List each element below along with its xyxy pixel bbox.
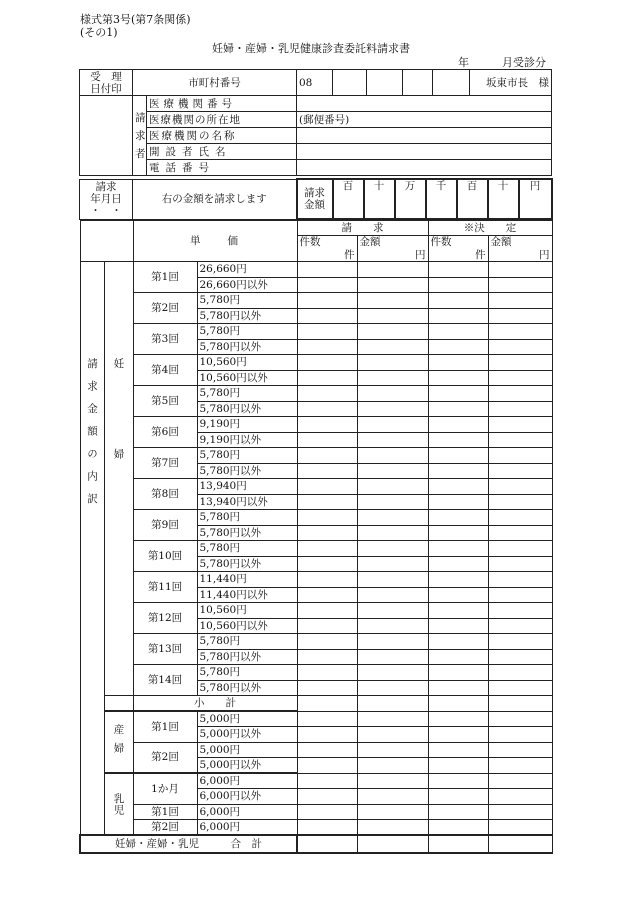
amount-input[interactable]	[488, 324, 552, 340]
amount-input[interactable]	[488, 262, 552, 278]
unit-price: 10,560円	[197, 355, 297, 371]
amount-input[interactable]	[488, 417, 552, 433]
count-input[interactable]	[297, 634, 357, 650]
digit-box[interactable]: 十	[488, 179, 519, 219]
requester-row-label: 医療機関番号	[147, 96, 297, 112]
total-amount-input[interactable]	[488, 835, 552, 853]
count-input[interactable]	[297, 277, 357, 293]
amount-input[interactable]	[357, 293, 428, 309]
count-input[interactable]	[297, 541, 357, 557]
blank-cell	[104, 696, 133, 712]
muni-code-box[interactable]	[367, 70, 403, 96]
muni-code: 08	[297, 70, 333, 96]
count-input[interactable]	[428, 277, 488, 293]
visit-label: 第6回	[133, 417, 197, 448]
count-input[interactable]	[297, 370, 357, 386]
muni-label: 市町村番号	[133, 70, 297, 96]
count-input[interactable]	[297, 463, 357, 479]
amount-input[interactable]	[357, 820, 428, 836]
unit-price: 9,190円	[197, 417, 297, 433]
visit-label: 第5回	[133, 386, 197, 417]
amount-input[interactable]	[357, 572, 428, 588]
digit-box[interactable]: 千	[426, 179, 457, 219]
unit-price: 26,660円	[197, 262, 297, 278]
total-amount-input[interactable]	[357, 835, 428, 853]
visit-label: 第10回	[133, 541, 197, 572]
amount-input[interactable]	[357, 603, 428, 619]
unit-price: 5,780円以外	[197, 525, 297, 541]
amount-input[interactable]	[488, 789, 552, 805]
count-input[interactable]	[297, 556, 357, 572]
amount-input[interactable]	[488, 386, 552, 402]
digit-box[interactable]: 十	[364, 179, 395, 219]
digit-box[interactable]: 万	[395, 179, 426, 219]
amount-input[interactable]	[357, 308, 428, 324]
count-unit: 件	[297, 249, 357, 262]
count-input[interactable]	[297, 401, 357, 417]
amount-input[interactable]	[488, 293, 552, 309]
breakdown-table	[79, 220, 553, 854]
form-title: 妊婦・産婦・乳児健康診査委託料請求書	[212, 42, 410, 55]
count-input[interactable]	[297, 386, 357, 402]
amount-header: 金額	[357, 236, 428, 249]
amount-input[interactable]	[357, 696, 428, 712]
count-input[interactable]	[297, 711, 357, 727]
blank-cell	[80, 221, 133, 262]
count-input[interactable]	[428, 587, 488, 603]
requester-field[interactable]	[297, 128, 552, 144]
unit-price: 5,780円	[197, 386, 297, 402]
muni-code-box[interactable]	[403, 70, 433, 96]
amount-input[interactable]	[357, 758, 428, 774]
amount-input[interactable]	[488, 773, 552, 789]
count-input[interactable]	[428, 386, 488, 402]
unit-price: 10,560円以外	[197, 370, 297, 386]
visit-label: 第8回	[133, 479, 197, 510]
amount-input[interactable]	[357, 277, 428, 293]
count-input[interactable]	[297, 742, 357, 758]
digit-box[interactable]: 百	[333, 179, 364, 219]
count-input[interactable]	[428, 479, 488, 495]
postal-field[interactable]: (郵便番号)	[297, 112, 552, 128]
amount-input[interactable]	[488, 603, 552, 619]
count-input[interactable]	[428, 696, 488, 712]
unit-price: 5,000円以外	[197, 727, 297, 743]
requester-label: 請 求 者	[133, 96, 147, 176]
requester-row-label: 開設者氏名	[147, 144, 297, 160]
count-input[interactable]	[428, 758, 488, 774]
unit-price: 10,560円	[197, 603, 297, 619]
unit-price: 11,440円	[197, 572, 297, 588]
visit-label: 第2回	[133, 293, 197, 324]
amount-input[interactable]	[488, 510, 552, 526]
total-label: 妊婦・産婦・乳児 合 計	[80, 835, 297, 853]
count-input[interactable]	[297, 758, 357, 774]
amount-input[interactable]	[357, 479, 428, 495]
amount-input[interactable]	[357, 618, 428, 634]
count-input[interactable]	[428, 525, 488, 541]
count-input[interactable]	[428, 510, 488, 526]
amount-unit: 円	[488, 249, 552, 262]
count-input[interactable]	[428, 680, 488, 696]
amount-input[interactable]	[357, 665, 428, 681]
count-input[interactable]	[428, 618, 488, 634]
visit-label: 第7回	[133, 448, 197, 479]
addressee: 坂東市長 様	[470, 70, 552, 96]
amount-input[interactable]	[357, 432, 428, 448]
breakdown-label-text: 請求金額の内訳	[86, 358, 98, 516]
count-input[interactable]	[297, 494, 357, 510]
amount-input[interactable]	[488, 308, 552, 324]
count-input[interactable]	[297, 355, 357, 371]
count-input[interactable]	[428, 727, 488, 743]
amount-input[interactable]	[488, 572, 552, 588]
count-input[interactable]	[297, 603, 357, 619]
count-input[interactable]	[428, 293, 488, 309]
amount-input[interactable]	[357, 634, 428, 650]
visit-label: 第1回	[133, 262, 197, 293]
amount-input[interactable]	[488, 742, 552, 758]
amount-input[interactable]	[357, 339, 428, 355]
count-input[interactable]	[297, 339, 357, 355]
decision-header: ※決 定	[428, 221, 552, 236]
count-input[interactable]	[428, 324, 488, 340]
count-input[interactable]	[428, 711, 488, 727]
amount-input[interactable]	[357, 494, 428, 510]
unit-price: 5,780円以外	[197, 401, 297, 417]
digit-box[interactable]: 円	[519, 179, 552, 219]
amount-input[interactable]	[488, 277, 552, 293]
count-input[interactable]	[428, 339, 488, 355]
unit-price-header: 単 価	[133, 221, 297, 262]
amount-input[interactable]	[357, 417, 428, 433]
claim-text: 右の金額を請求します	[133, 179, 297, 219]
claim-table	[79, 178, 553, 220]
unit-price: 6,000円	[197, 773, 297, 789]
count-input[interactable]	[428, 541, 488, 557]
amount-input[interactable]	[488, 711, 552, 727]
visit-label: 第1回	[133, 711, 197, 742]
unit-price: 10,560円以外	[197, 618, 297, 634]
unit-price: 5,780円	[197, 634, 297, 650]
unit-price: 13,940円	[197, 479, 297, 495]
count-input[interactable]	[428, 355, 488, 371]
count-input[interactable]	[428, 494, 488, 510]
amount-unit: 円	[357, 249, 428, 262]
count-input[interactable]	[428, 804, 488, 820]
breakdown-label	[80, 262, 104, 836]
count-input[interactable]	[428, 370, 488, 386]
amount-input[interactable]	[357, 587, 428, 603]
count-input[interactable]	[297, 587, 357, 603]
requester-field[interactable]	[297, 96, 552, 112]
visit-label: 第4回	[133, 355, 197, 386]
visit-label: 第9回	[133, 510, 197, 541]
amount-input[interactable]	[357, 525, 428, 541]
unit-price: 6,000円	[197, 820, 297, 836]
amount-input[interactable]	[357, 680, 428, 696]
subtotal-label: 小 計	[133, 696, 297, 712]
unit-price: 26,660円以外	[197, 277, 297, 293]
unit-price: 5,780円	[197, 293, 297, 309]
count-input[interactable]	[297, 789, 357, 805]
count-input[interactable]	[297, 324, 357, 340]
amount-input[interactable]	[488, 634, 552, 650]
amount-input[interactable]	[488, 696, 552, 712]
amount-input[interactable]	[488, 448, 552, 464]
amount-input[interactable]	[488, 727, 552, 743]
count-input[interactable]	[297, 510, 357, 526]
claim-amount-label: 請求 金額	[297, 179, 333, 219]
count-input[interactable]	[428, 417, 488, 433]
count-input[interactable]	[428, 634, 488, 650]
amount-input[interactable]	[488, 355, 552, 371]
amount-input[interactable]	[488, 618, 552, 634]
amount-input[interactable]	[357, 649, 428, 665]
claim-header: 請 求	[297, 221, 428, 236]
amount-input[interactable]	[488, 820, 552, 836]
count-input[interactable]	[297, 417, 357, 433]
count-header: 件数	[297, 236, 357, 249]
count-input[interactable]	[297, 525, 357, 541]
amount-input[interactable]	[357, 324, 428, 340]
count-input[interactable]	[297, 432, 357, 448]
count-input[interactable]	[428, 603, 488, 619]
amount-input[interactable]	[357, 262, 428, 278]
postpartum-label-text: 産婦	[112, 723, 125, 761]
count-input[interactable]	[428, 463, 488, 479]
visit-label: 第2回	[133, 742, 197, 773]
amount-input[interactable]	[357, 789, 428, 805]
amount-input[interactable]	[357, 448, 428, 464]
pregnant-label	[104, 262, 133, 696]
amount-input[interactable]	[488, 758, 552, 774]
amount-input[interactable]	[488, 339, 552, 355]
amount-input[interactable]	[357, 463, 428, 479]
unit-price: 5,780円以外	[197, 339, 297, 355]
count-input[interactable]	[428, 742, 488, 758]
pregnant-label-text: 妊婦	[112, 358, 125, 539]
visit-label: 1か月	[133, 773, 197, 804]
date-label: 年 月受診分	[458, 56, 546, 69]
unit-price: 5,000円以外	[197, 758, 297, 774]
count-input[interactable]	[428, 820, 488, 836]
amount-input[interactable]	[488, 370, 552, 386]
amount-input[interactable]	[357, 370, 428, 386]
count-input[interactable]	[428, 308, 488, 324]
unit-price: 5,780円	[197, 324, 297, 340]
muni-code-box[interactable]	[333, 70, 367, 96]
amount-input[interactable]	[488, 680, 552, 696]
amount-input[interactable]	[488, 804, 552, 820]
requester-field[interactable]	[297, 160, 552, 176]
form-id: 様式第3号(第7条関係)	[80, 13, 191, 26]
form-sub: (その1)	[80, 26, 118, 39]
visit-label: 第11回	[133, 572, 197, 603]
visit-label: 第1回	[133, 804, 197, 820]
count-input[interactable]	[297, 649, 357, 665]
count-input[interactable]	[428, 773, 488, 789]
count-input[interactable]	[297, 773, 357, 789]
unit-price: 5,780円	[197, 541, 297, 557]
count-input[interactable]	[428, 556, 488, 572]
amount-input[interactable]	[357, 355, 428, 371]
visit-label: 第2回	[133, 820, 197, 836]
unit-price: 5,780円以外	[197, 649, 297, 665]
amount-input[interactable]	[357, 386, 428, 402]
amount-input[interactable]	[357, 804, 428, 820]
count-input[interactable]	[297, 618, 357, 634]
count-input[interactable]	[297, 308, 357, 324]
infant-label	[104, 773, 133, 835]
requester-row-label: 電話番号	[147, 160, 297, 176]
count-input[interactable]	[428, 572, 488, 588]
amount-input[interactable]	[357, 727, 428, 743]
count-input[interactable]	[428, 432, 488, 448]
amount-input[interactable]	[357, 773, 428, 789]
requester-field[interactable]	[297, 144, 552, 160]
amount-input[interactable]	[488, 463, 552, 479]
unit-price: 5,000円	[197, 742, 297, 758]
claim-date[interactable]: 請求 年月日 ・ ・	[80, 179, 133, 219]
amount-input[interactable]	[488, 587, 552, 603]
unit-price: 5,000円	[197, 711, 297, 727]
count-unit: 件	[428, 249, 488, 262]
count-input[interactable]	[428, 448, 488, 464]
visit-label: 第12回	[133, 603, 197, 634]
count-input[interactable]	[297, 820, 357, 836]
unit-price: 13,940円以外	[197, 494, 297, 510]
unit-price: 11,440円以外	[197, 587, 297, 603]
count-input[interactable]	[428, 649, 488, 665]
header-table	[79, 69, 552, 176]
amount-input[interactable]	[488, 525, 552, 541]
receipt-stamp[interactable]: 受 理 日付印	[80, 70, 133, 96]
amount-header: 金額	[488, 236, 552, 249]
unit-price: 5,780円以外	[197, 308, 297, 324]
postpartum-label	[104, 711, 133, 773]
digit-box[interactable]: 百	[457, 179, 488, 219]
count-input[interactable]	[297, 479, 357, 495]
visit-label: 第3回	[133, 324, 197, 355]
count-input[interactable]	[428, 262, 488, 278]
amount-input[interactable]	[357, 401, 428, 417]
muni-code-box[interactable]	[433, 70, 470, 96]
count-input[interactable]	[297, 448, 357, 464]
count-input[interactable]	[428, 665, 488, 681]
count-input[interactable]	[297, 804, 357, 820]
total-count-input[interactable]	[297, 835, 357, 853]
unit-price: 9,190円以外	[197, 432, 297, 448]
count-header: 件数	[428, 236, 488, 249]
amount-input[interactable]	[357, 711, 428, 727]
count-input[interactable]	[297, 572, 357, 588]
visit-label: 第14回	[133, 665, 197, 696]
infant-label-text: 乳児	[112, 792, 125, 816]
count-input[interactable]	[297, 293, 357, 309]
requester-row-label: 医療機関の名称	[147, 128, 297, 144]
count-input[interactable]	[297, 696, 357, 712]
amount-input[interactable]	[357, 742, 428, 758]
unit-price: 6,000円	[197, 804, 297, 820]
unit-price: 5,780円以外	[197, 556, 297, 572]
unit-price: 5,780円	[197, 510, 297, 526]
amount-input[interactable]	[488, 432, 552, 448]
count-input[interactable]	[428, 789, 488, 805]
blank-cell	[80, 96, 133, 176]
total-count-input[interactable]	[428, 835, 488, 853]
amount-input[interactable]	[488, 401, 552, 417]
visit-label: 第13回	[133, 634, 197, 665]
count-input[interactable]	[297, 727, 357, 743]
unit-price: 6,000円以外	[197, 789, 297, 805]
unit-price: 5,780円	[197, 448, 297, 464]
amount-input[interactable]	[488, 479, 552, 495]
count-input[interactable]	[297, 665, 357, 681]
unit-price: 5,780円以外	[197, 463, 297, 479]
requester-row-label: 医療機関の所在地	[147, 112, 297, 128]
amount-input[interactable]	[488, 665, 552, 681]
amount-input[interactable]	[357, 556, 428, 572]
amount-input[interactable]	[357, 510, 428, 526]
unit-price: 5,780円以外	[197, 680, 297, 696]
count-input[interactable]	[297, 680, 357, 696]
count-input[interactable]	[297, 262, 357, 278]
amount-input[interactable]	[357, 541, 428, 557]
amount-input[interactable]	[488, 541, 552, 557]
unit-price: 5,780円	[197, 665, 297, 681]
amount-input[interactable]	[488, 494, 552, 510]
count-input[interactable]	[428, 401, 488, 417]
amount-input[interactable]	[488, 556, 552, 572]
amount-input[interactable]	[488, 649, 552, 665]
